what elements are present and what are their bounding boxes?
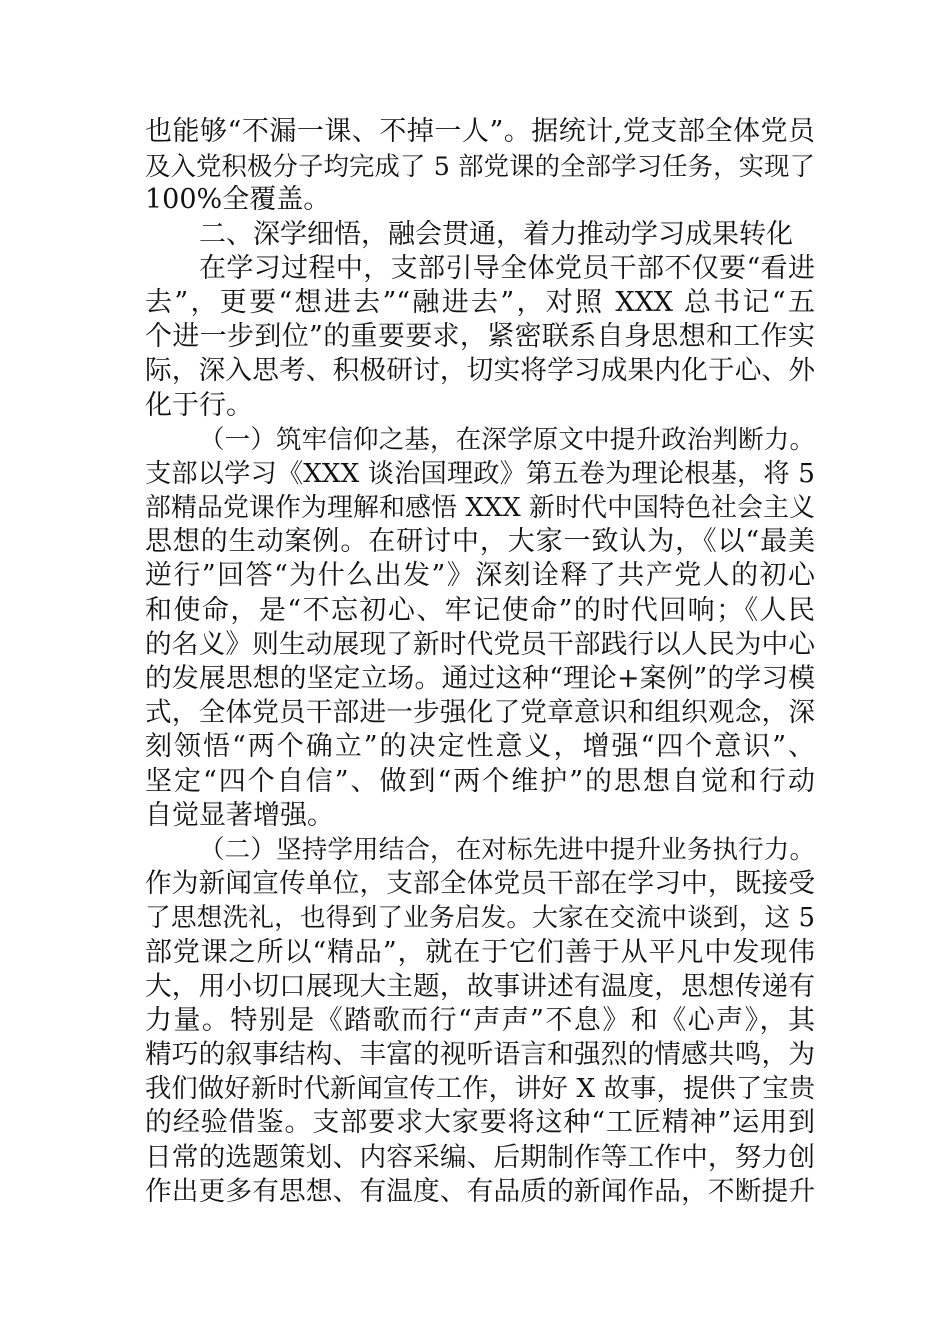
text-line: 及入党积极分子均完成了 5 部党课的全部学习任务，实现了 (145, 151, 815, 182)
text-line: 部精品党课作为理解和感悟 XXX 新时代中国特色社会主义 (145, 493, 815, 524)
text-line: 精巧的叙事结构、丰富的视听语言和强烈的情感共鸣，为 (145, 1039, 815, 1071)
text-line: 我们做好新时代新闻宣传工作，讲好 X 故事，提供了宝贵 (145, 1074, 815, 1105)
text-line: 坚定“四个自信”、做到“两个维护”的思想自觉和行动 (145, 765, 815, 797)
text-line: 部党课之所以“精品”，就在于它们善于从平凡中发现伟 (145, 936, 815, 968)
text-line: 的发展思想的坚定立场。通过这种“理论+案例”的学习模 (145, 663, 815, 694)
text-line: 作为新闻宣传单位，支部全体党员干部在学习中，既接受 (145, 868, 815, 900)
text-line: 化于行。 (145, 389, 253, 421)
text-line: 刻领悟“两个确立”的决定性意义，增强“四个意识”、 (145, 731, 815, 763)
subsection-heading: （二）坚持学用结合，在对标先进中提升业务执行力。 (199, 834, 815, 865)
text-line: 自觉显著增强。 (145, 799, 334, 831)
text-line: 际，深入思考、积极研讨，切实将学习成果内化于心、外 (145, 355, 815, 387)
text-line: 个进一步到位”的重要要求，紧密联系自身思想和工作实 (145, 321, 815, 353)
text-line: 支部以学习《XXX 谈治国理政》第五卷为理论根基，将 5 (145, 458, 815, 489)
text-line: 作出更多有思想、有温度、有品质的新闻作品，不断提升 (145, 1175, 815, 1207)
text-line: 也能够“不漏一课、不掉一人”。据统计,党支部全体党员 (145, 116, 815, 147)
text-line: 去”，更要“想进去”“融进去”，对照 XXX 总书记“五 (145, 286, 815, 318)
text-line: 和使命，是“不忘初心、牢记使命”的时代回响；《人民 (145, 594, 815, 626)
text-line: 思想的生动案例。在研讨中，大家一致认为，《以“最美 (145, 526, 815, 558)
text-line: 日常的选题策划、内容采编、后期制作等工作中，努力创 (145, 1141, 815, 1173)
subsection-heading: （一）筑牢信仰之基，在深学原文中提升政治判断力。 (199, 424, 815, 455)
text-line: 力量。特别是《踏歌而行“声声”不息》和《心声》，其 (145, 1004, 815, 1036)
document-body (145, 115, 815, 1209)
text-line: 在学习过程中，支部引导全体党员干部不仅要“看进 (199, 252, 815, 284)
text-line: 的名义》则生动展现了新时代党员干部践行以人民为中心 (145, 628, 815, 660)
text-line: 100%全覆盖。 (145, 184, 331, 216)
section-heading: 二、深学细悟，融会贯通，着力推动学习成果转化 (199, 218, 793, 250)
text-line: 式，全体党员干部进一步强化了党章意识和组织观念，深 (145, 697, 815, 729)
text-line: 逆行”回答“为什么出发”》深刻诠释了共产党人的初心 (145, 560, 815, 592)
text-line: 大，用小切口展现大主题，故事讲述有温度，思想传递有 (145, 970, 815, 1002)
text-line: 的经验借鉴。支部要求大家要将这种“工匠精神”运用到 (145, 1107, 815, 1139)
text-line: 了思想洗礼，也得到了业务启发。大家在交流中谈到，这 5 (145, 903, 815, 934)
